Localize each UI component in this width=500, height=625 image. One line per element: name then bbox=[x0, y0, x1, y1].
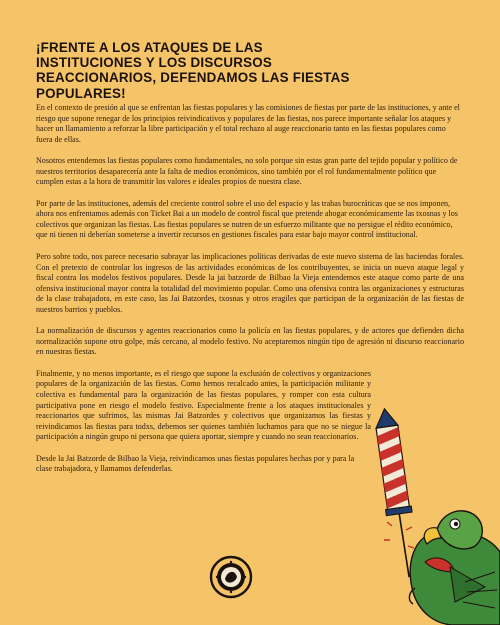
paragraph-4: Pero sobre todo, nos parece necesario subrayar las implicaciones políticas derivadas de este nuevo sistema de las haciendas forales. Con el pretexto de controlar los ingresos de las actividades económicas de los contribuyentes, se inicia un nuevo ataque legal y fiscal contra los modelos festivos populares. Desde la jai batzorde de Bilbao la Vieja entendemos este ataque como parte de una ofensiva institucional mayor contra la totalidad del movimiento popular. Como una ofensiva contra las organizaciones y estructuras de la clase trabajadora, en este caso, las Jai Batzordes, txosnas y otros eragiles que participan de la organización de las fiestas de nuestros barrios y pueblos. bbox=[36, 252, 464, 314]
paragraph-7: Desde la Jai Batzorde de Bilbao la Vieja, reivindicamos unas fiestas populares hechas por y para la clase trabajadora, y llamamos defenderlas. bbox=[36, 453, 355, 474]
parrot-illustration bbox=[395, 492, 500, 625]
jai-batzorde-logo bbox=[209, 555, 253, 599]
paragraph-5: La normalización de discursos y agentes reaccionarios como la policía en las fiestas populares, y de actores que defienden dicha normalización supone otro golpe, más cercano, al modelo festivo. No aceptaremos ningún tipo de agresión ni discurso reaccionario en nuestras fiestas. bbox=[36, 326, 464, 357]
paragraph-2: Nosotros entendemos las fiestas populares como fundamentales, no solo porque sin estas gran parte del tejido popular y político de nuestros territorios desaparecería ante la falta de medios económicos, sino también por el rol fundamentalmente político que cumplen estas a la hora de transmitir los valores e ideales propios de nuestra clase. bbox=[36, 156, 458, 187]
paragraph-3: Por parte de las instituciones, además del creciente control sobre el uso del espacio y las trabas burocráticas que se nos imponen, ahora nos enfrentamos además con Ticket Bai a un modelo de control fiscal que pretende ahogar económicamente las txosnas y los colectivos que organizan las fiestas. Las fiestas populares se nutren de un esfuerzo militante que no persigue el rédito económico, que ni tienen ni deberían someterse a invertir recursos en gestiones fiscales para estar bajo mayor control institucional. bbox=[36, 198, 458, 240]
page-title: ¡FRENTE A LOS ATAQUES DE LAS INSTITUCIONES Y LOS DISCURSOS REACCIONARIOS, DEFENDAMOS LAS FIESTAS POPULARES! bbox=[36, 40, 350, 101]
paragraph-6: Finalmente, y no menos importante, es el riesgo que supone la exclusión de colectivos y organizaciones populares de la organización de las fiestas. Como hemos recalcado antes, la participación militante y colectiva es fundamental para la organización de las fiestas populares, y romper con esta cultura participativa pone en riesgo el modelo festivo. Especialmente frente a los ataques institucionales y reaccionarios que sufrimos, las mismas Jai Batzordes y colectivos que organizamos las fiestas y reivindicamos las fiestas para todxs, debemos ser quienes también luchamos para que no se niegue la participación a ningún grupo ni persona que quiera aportar, siempre y cuando no sean reaccionarios. bbox=[36, 368, 371, 442]
paragraph-1: En el contexto de presión al que se enfrentan las fiestas populares y las comisiones de fiestas por parte de las instituciones, y ante el riesgo que supone renegar de los principios reivindicativos y populares de las fiestas, nos parece importante señalar los ataques y hacer un llamamiento a reforzar la libre participación y el total rechazo al auge reaccionario tanto en las fiestas populares como fuera de ellas. bbox=[36, 103, 460, 144]
